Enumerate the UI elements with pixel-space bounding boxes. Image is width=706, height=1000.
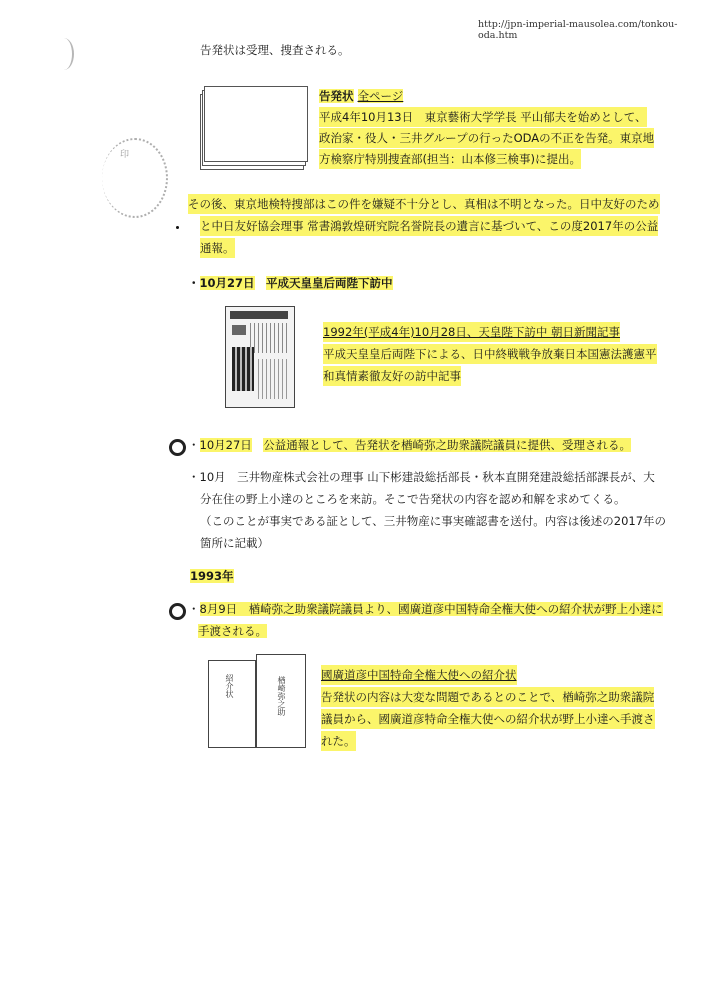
doc1-line: 方検察庁特別捜査部(担当：山本修三検事)に提出。 bbox=[319, 149, 581, 169]
para1-line: 通報。 bbox=[200, 238, 235, 258]
source-url[interactable]: http://jpn-imperial-mausolea.com/tonkou-oda.htm bbox=[478, 19, 678, 41]
doc2-title[interactable]: 1992年(平成4年)10月28日、天皇陛下訪中 朝日新聞記事 bbox=[323, 322, 620, 342]
doc2-line: 和真情素徹友好の訪中記事 bbox=[323, 366, 461, 386]
event-bullet: ・ bbox=[188, 602, 200, 616]
newspaper-clipping-thumbnail[interactable] bbox=[225, 306, 295, 408]
event-text: 公益通報として、告発状を楢崎弥之助衆議院議員に提供、受理される。 bbox=[263, 438, 632, 452]
doc1-title: 告発状 bbox=[319, 89, 354, 103]
doc1-line: 平成4年10月13日 東京藝術大学学長 平山郁夫を始めとして、 bbox=[319, 107, 647, 127]
doc1-line: 政治家・役人・三井グループの行ったODAの不正を告発。東京地 bbox=[319, 128, 654, 148]
seal-stamp bbox=[102, 138, 168, 218]
para1-line: と中日友好協会理事 常書鴻敦煌研究院名誉院長の遺言に基づいて、この度2017年の公益 bbox=[200, 216, 658, 236]
event-visit-china bbox=[188, 273, 393, 293]
doc3-line: 議員から、國廣道彦特命全権大使への紹介状が野上小達へ手渡さ bbox=[321, 709, 655, 729]
event-bullet: ・ bbox=[188, 470, 200, 484]
event-mitsui-visit-line bbox=[188, 467, 655, 487]
event-date: 10月27日 bbox=[199, 438, 252, 452]
margin-mark bbox=[176, 226, 179, 229]
event-mitsui-visit-line: 分在住の野上小達のところを来訪。そこで告発状の内容を認め和解を求めてくる。 bbox=[200, 492, 626, 506]
event-mitsui-visit-line: 箇所に記載） bbox=[200, 536, 269, 550]
doc3-title[interactable]: 國廣道彦中国特命全権大使への紹介状 bbox=[321, 665, 517, 685]
para1-line: その後、東京地検特捜部はこの件を嫌疑不十分とし、真相は不明となった。日中友好のため bbox=[188, 194, 660, 214]
doc2-line: 平成天皇皇后両陛下による、日中終戦戦争放棄日本国憲法護憲平 bbox=[323, 344, 657, 364]
intro-text: 告発状は受理、捜査される。 bbox=[200, 43, 350, 57]
event-text: 10月 三井物産株式会社の理事 山下彬建設総括部長・秋本直開発建設総括部課長が、大 bbox=[199, 470, 655, 484]
doc3-line: 告発状の内容は大変な問題であるとのことで、楢崎弥之助衆議院 bbox=[321, 687, 654, 707]
circle-marker-icon bbox=[169, 603, 186, 620]
event-introduction-letter-line bbox=[198, 621, 267, 641]
scan-artifact-arc bbox=[54, 38, 74, 70]
introduction-letter-thumbnail[interactable] bbox=[208, 654, 306, 752]
year-heading bbox=[190, 566, 234, 586]
doc1-full-page-link[interactable]: 全ページ bbox=[357, 89, 404, 103]
seal-stamp-text: 印 bbox=[120, 150, 130, 160]
event-mitsui-visit-line: （このことが事実である証として、三井物産に事実確認書を送付。内容は後述の2017年の bbox=[200, 514, 667, 528]
letter-scan-text: 楢崎弥之助 bbox=[277, 676, 286, 716]
event-bullet: ・ bbox=[188, 438, 200, 452]
circle-marker-icon bbox=[169, 439, 186, 456]
event-text: 手渡される。 bbox=[198, 624, 267, 638]
event-public-report bbox=[188, 435, 631, 455]
event-text: 8月9日 楢崎弥之助衆議院議員より、國廣道彦中国特命全権大使への紹介状が野上小達に bbox=[199, 602, 663, 616]
event-introduction-letter-line bbox=[188, 599, 663, 619]
year-label: 1993年 bbox=[190, 569, 234, 583]
doc1-heading bbox=[319, 86, 403, 106]
event-bullet: ・ bbox=[188, 276, 200, 290]
complaint-document-thumbnail[interactable] bbox=[198, 86, 310, 174]
event-date: 10月27日 bbox=[199, 276, 255, 290]
event-text: 平成天皇皇后両陛下訪中 bbox=[266, 276, 393, 290]
doc3-line: れた。 bbox=[321, 731, 356, 751]
letter-scan-text: 紹介状 bbox=[225, 674, 234, 698]
